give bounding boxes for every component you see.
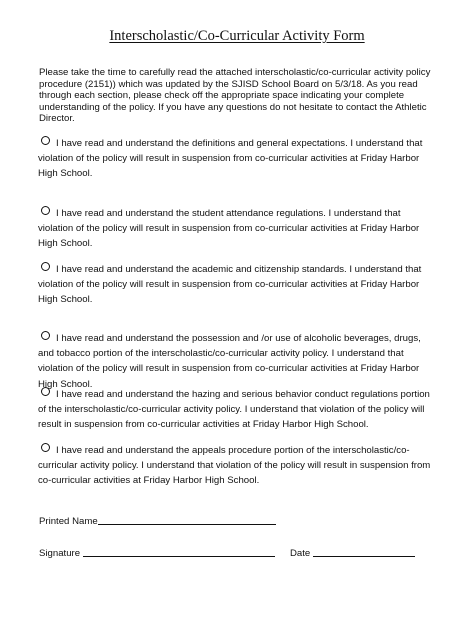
radio-button-icon[interactable] [41, 331, 50, 340]
date-row [290, 547, 415, 560]
date-field[interactable] [313, 547, 415, 557]
signature-label: Signature [39, 548, 81, 559]
policy-item-hazing [38, 387, 438, 433]
printed-name-field[interactable] [98, 515, 276, 525]
signature-row [39, 547, 275, 560]
form-title: Interscholastic/Co-Curricular Activity Form [109, 28, 365, 44]
policy-item-appeals [38, 443, 438, 489]
policy-item-text: I have read and understand the appeals procedure portion of the interscholastic/co-curricular activity policy. I understand that violation of the policy will result in suspension from co-curricular activities at Friday Harbor High School. [38, 445, 431, 487]
policy-item-text: I have read and understand the hazing and serious behavior conduct regulations portion of the interscholastic/co-curricular activity policy. I understand that violation of the policy will result in suspension from co-curricular activities at Friday Harbor High School. [38, 389, 430, 431]
policy-item-text: I have read and understand the definitions and general expectations. I understand that violation of the policy will result in suspension from co-curricular activities at Friday Harbor High School. [38, 138, 423, 180]
policy-item-academic [38, 262, 438, 308]
printed-name-label: Printed Name [39, 516, 98, 527]
signature-field[interactable] [83, 547, 275, 557]
policy-item-definitions [38, 136, 438, 182]
policy-item-attendance [38, 206, 438, 252]
radio-button-icon[interactable] [41, 387, 50, 396]
radio-button-icon[interactable] [41, 206, 50, 215]
radio-button-icon[interactable] [41, 262, 50, 271]
policy-item-substances [38, 331, 438, 392]
policy-item-text: I have read and understand the possession and /or use of alcoholic beverages, drugs, and tobacco portion of the interscholastic/co-curricular activity policy. I understand that violation of the policy will result in suspension from co-curricular activities at Friday Harbor High School. [38, 333, 421, 390]
policy-item-text: I have read and understand the student attendance regulations. I understand that violation of the policy will result in suspension from co-curricular activities at Friday Harbor High School. [38, 208, 420, 250]
policy-item-text: I have read and understand the academic and citizenship standards. I understand that violation of the policy will result in suspension from co-curricular activities at Friday Harbor High School. [38, 264, 422, 306]
intro-paragraph: Please take the time to carefully read the attached interscholastic/co-curricular activity policy procedure (2151)) which was updated by the SJISD School Board on 5/3/18. As you read through each section, please check off the appropriate space indicating your complete understanding of the policy. If you have any questions do not hesitate to contact the Athletic Director. [39, 67, 431, 125]
radio-button-icon[interactable] [41, 136, 50, 145]
radio-button-icon[interactable] [41, 443, 50, 452]
printed-name-row [39, 515, 276, 528]
date-label: Date [290, 548, 311, 559]
